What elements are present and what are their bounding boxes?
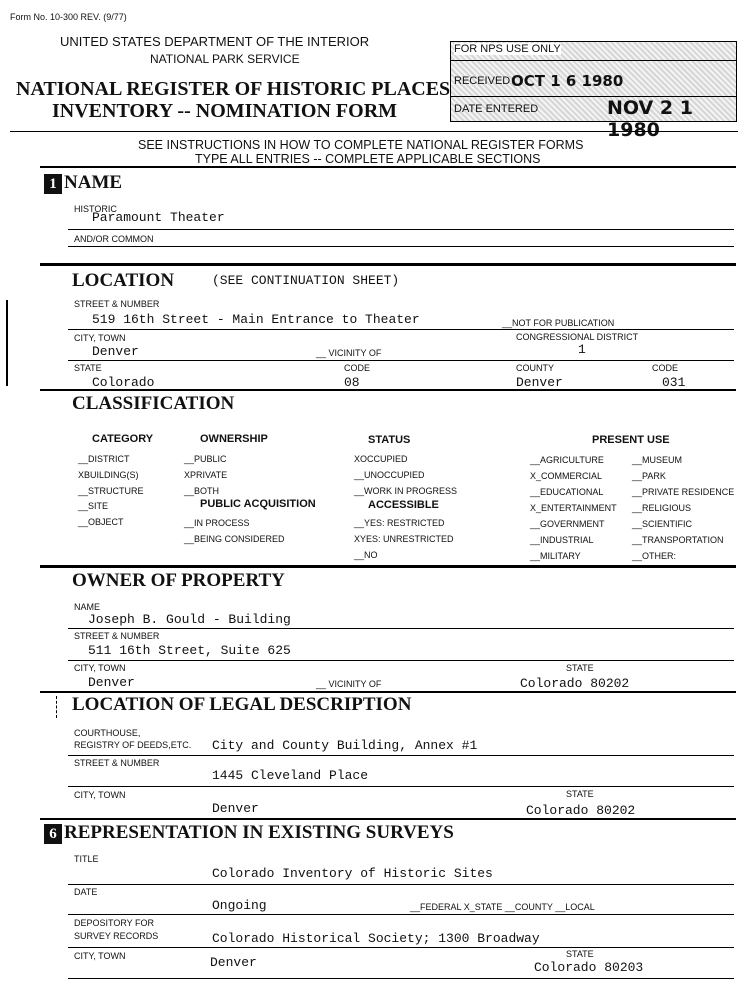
loc-vicinity: __ VICINITY OF [316, 348, 382, 358]
loc-county-label: COUNTY [516, 363, 554, 373]
survey-title-label: TITLE [74, 854, 99, 864]
depository-label-2: SURVEY RECORDS [74, 931, 159, 941]
survey-city-label: CITY, TOWN [74, 951, 126, 961]
use-government: __GOVERNMENT [530, 519, 605, 529]
courthouse-label-1: COURTHOUSE, [74, 728, 141, 738]
ownership-public: __PUBLIC [184, 454, 227, 464]
received-stamp: OCT 1 6 1980 [511, 72, 624, 90]
use-military: __MILITARY [530, 551, 581, 561]
owner-city: Denver [88, 675, 135, 690]
loc-code2-label: CODE [652, 363, 679, 373]
received-label: RECEIVED [454, 75, 511, 87]
loc-county-code: 031 [662, 375, 686, 390]
loc-city-label: CITY, TOWN [74, 333, 126, 343]
loc-code-label: CODE [344, 363, 371, 373]
acquisition-list [184, 516, 285, 548]
legal-street-label: STREET & NUMBER [74, 758, 160, 768]
category-list [78, 452, 144, 531]
status-list [354, 452, 457, 499]
instructions-2: TYPE ALL ENTRIES -- COMPLETE APPLICABLE SECTIONS [195, 152, 541, 166]
form-number: Form No. 10-300 REV. (9/77) [10, 12, 127, 22]
survey-levels: __FEDERAL X_STATE __COUNTY __LOCAL [410, 902, 595, 912]
category-district: __DISTRICT [78, 454, 130, 464]
entered-stamp: NOV 2 1 1980 [607, 97, 693, 141]
historic-label: HISTORIC [74, 204, 117, 214]
status-unoccupied: __UNOCCUPIED [354, 469, 425, 480]
survey-state-label: STATE [566, 949, 594, 959]
ownership-both: __BOTH [184, 485, 220, 496]
status-heading: STATUS [368, 434, 411, 446]
category-site: __SITE [78, 501, 109, 512]
survey-date: Ongoing [212, 898, 267, 913]
loc-city: Denver [92, 344, 139, 359]
use-scientific: __SCIENTIFIC [632, 519, 693, 529]
ownership-list [184, 452, 227, 499]
name-heading: 1 NAME [44, 172, 122, 194]
status-occupied: XOCCUPIED [354, 454, 408, 464]
status-wip: __WORK IN PROGRESS [354, 485, 458, 496]
use-private-residence: __PRIVATE RESIDENCE [632, 487, 735, 497]
acquisition-heading: PUBLIC ACQUISITION [200, 498, 316, 510]
loc-street-label: STREET & NUMBER [74, 299, 160, 309]
historic-name: Paramount Theater [92, 210, 225, 225]
survey-city: Denver [210, 955, 257, 970]
loc-county: Denver [516, 375, 563, 390]
legal-heading: LOCATION OF LEGAL DESCRIPTION [72, 694, 412, 715]
category-buildings: XBUILDING(S) [78, 469, 139, 480]
form-title-1: NATIONAL REGISTER OF HISTORIC PLACES [16, 78, 451, 100]
use-museum: __MUSEUM [632, 455, 683, 465]
owner-name-label: NAME [74, 602, 101, 612]
surveys-heading: 6 REPRESENTATION IN EXISTING SURVEYS [44, 822, 454, 844]
loc-state-label: STATE [74, 363, 102, 373]
use-park: __PARK [632, 471, 666, 481]
ownership-heading: OWNERSHIP [200, 433, 268, 445]
depository: Colorado Historical Society; 1300 Broadway [212, 931, 540, 946]
survey-state: Colorado 80203 [534, 960, 644, 975]
agency-service: NATIONAL PARK SERVICE [150, 52, 300, 66]
legal-state-label: STATE [566, 789, 594, 799]
courthouse-label-2: REGISTRY OF DEEDS,ETC. [74, 740, 192, 750]
use-transportation: __TRANSPORTATION [632, 535, 724, 545]
owner-state-label: STATE [566, 663, 594, 673]
accessible-heading: ACCESSIBLE [368, 499, 439, 511]
use-religious: __RELIGIOUS [632, 503, 692, 513]
entered-label: DATE ENTERED [454, 103, 539, 115]
section-number: 6 [44, 824, 62, 844]
use-agriculture: __AGRICULTURE [530, 455, 604, 465]
depository-label-1: DEPOSITORY FOR [74, 918, 155, 928]
survey-title: Colorado Inventory of Historic Sites [212, 866, 493, 881]
location-heading: LOCATION [72, 270, 175, 291]
acq-in-process: __IN PROCESS [184, 518, 250, 528]
present-use-heading: PRESENT USE [592, 434, 670, 446]
loc-street: 519 16th Street - Main Entrance to Theater [92, 312, 420, 327]
location-note: (SEE CONTINUATION SHEET) [212, 273, 400, 288]
use-list-1 [530, 452, 617, 564]
use-entertainment: X_ENTERTAINMENT [530, 503, 617, 513]
use-other: __OTHER: [632, 551, 677, 561]
instructions-1: SEE INSTRUCTIONS IN HOW TO COMPLETE NATIONAL REGISTER FORMS [138, 138, 584, 152]
use-educational: __EDUCATIONAL [530, 487, 604, 497]
owner-heading: OWNER OF PROPERTY [72, 570, 285, 591]
legal-city-label: CITY, TOWN [74, 790, 126, 800]
access-no: __NO [354, 549, 378, 560]
classification-heading: CLASSIFICATION [72, 393, 235, 414]
cong-district: 1 [578, 342, 586, 357]
legal-city: Denver [212, 801, 259, 816]
section-number: 1 [44, 174, 62, 194]
use-industrial: __INDUSTRIAL [530, 535, 594, 545]
use-commercial: X_COMMERCIAL [530, 471, 603, 481]
acq-considered: __BEING CONSIDERED [184, 533, 285, 544]
legal-state: Colorado 80202 [526, 803, 636, 818]
loc-state: Colorado [92, 375, 155, 390]
courthouse: City and County Building, Annex #1 [212, 738, 478, 753]
not-for-publication: __NOT FOR PUBLICATION [502, 318, 615, 328]
common-label: AND/OR COMMON [74, 234, 154, 244]
access-unrestricted: XYES: UNRESTRICTED [354, 533, 454, 544]
legal-street: 1445 Cleveland Place [212, 768, 369, 783]
owner-state: Colorado 80202 [520, 676, 630, 691]
owner-street: 511 16th Street, Suite 625 [88, 643, 291, 658]
form-title-2: INVENTORY -- NOMINATION FORM [52, 100, 398, 122]
loc-state-code: 08 [344, 375, 360, 390]
category-object: __OBJECT [78, 517, 124, 528]
use-list-2 [632, 452, 734, 564]
owner-name: Joseph B. Gould - Building [88, 612, 291, 627]
category-heading: CATEGORY [92, 433, 154, 445]
owner-vicinity: __ VICINITY OF [316, 679, 382, 689]
accessible-list [354, 516, 454, 563]
access-restricted: __YES: RESTRICTED [354, 518, 445, 528]
survey-date-label: DATE [74, 887, 98, 897]
owner-street-label: STREET & NUMBER [74, 631, 160, 641]
nps-header: FOR NPS USE ONLY [454, 43, 561, 55]
owner-city-label: CITY, TOWN [74, 663, 126, 673]
cong-district-label: CONGRESSIONAL DISTRICT [516, 332, 639, 342]
ownership-private: XPRIVATE [184, 469, 228, 480]
category-structure: __STRUCTURE [78, 485, 144, 496]
nps-use-box [450, 41, 737, 141]
agency-dept: UNITED STATES DEPARTMENT OF THE INTERIOR [60, 34, 370, 49]
